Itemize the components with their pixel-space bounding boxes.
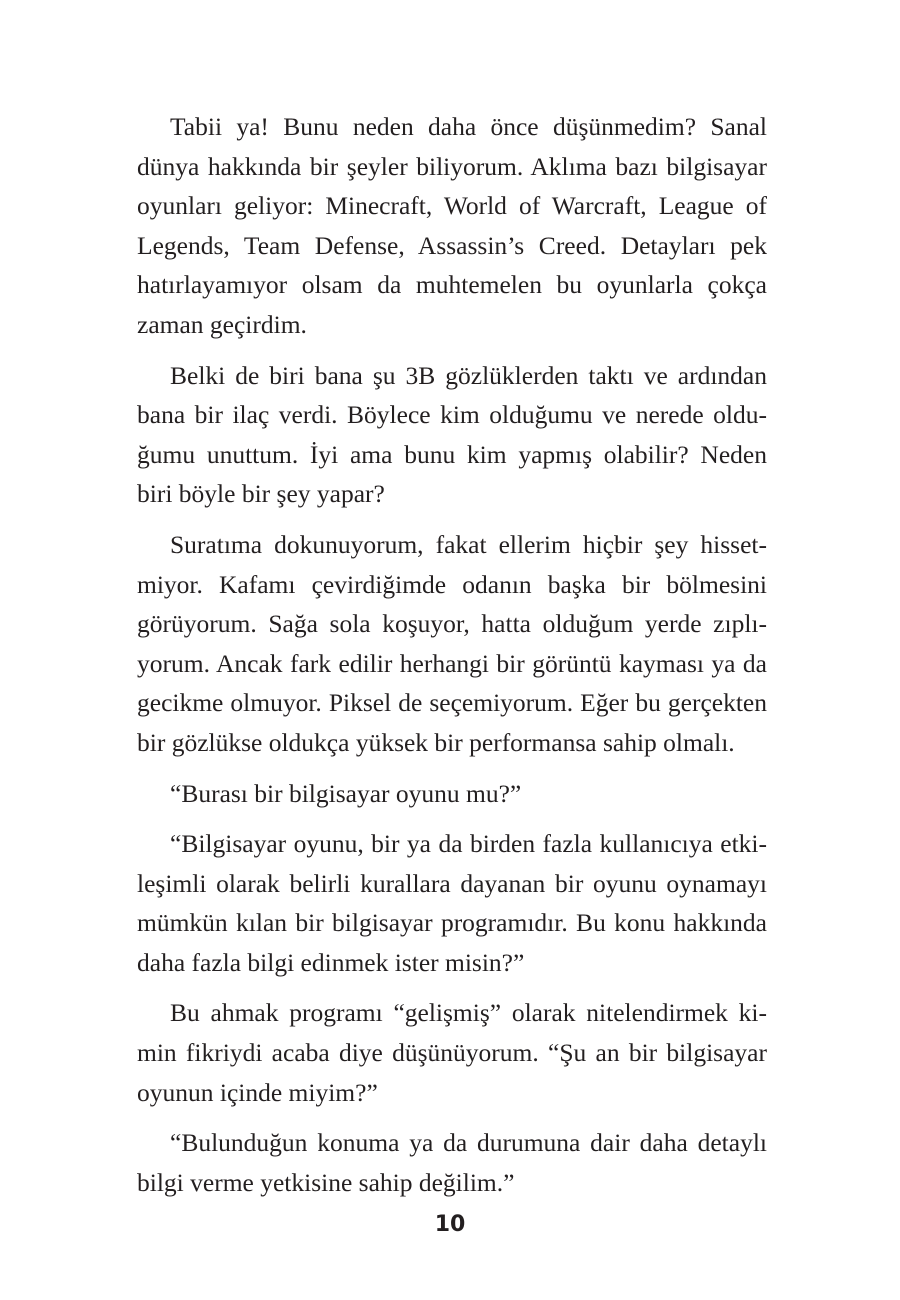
paragraph bbox=[137, 774, 767, 814]
text-line: min fikriydi acaba diye düşünüyorum. “Şu an bir bilgisayar bbox=[137, 1038, 767, 1068]
text-line: oyunun içinde miyim?” bbox=[137, 1077, 378, 1107]
text-line: leşimli olarak belirli kurallara dayanan bir oyunu oynamayı bbox=[137, 868, 767, 898]
text-line: “Bilgisayar oyunu, bir ya da birden fazla kullanıcıya etki- bbox=[170, 829, 767, 859]
body-text bbox=[137, 107, 767, 1213]
text-line: oyunları geliyor: Minecraft, World of Warcraft, League of bbox=[137, 191, 767, 221]
text-line: yorum. Ancak fark edilir herhangi bir görüntü kayması ya da bbox=[137, 648, 767, 678]
text-line: zaman geçirdim. bbox=[137, 309, 307, 339]
text-line: Tabii ya! Bunu neden daha önce düşünmedim? Sanal bbox=[170, 112, 767, 141]
text-line: biri böyle bir şey yapar? bbox=[137, 479, 385, 509]
text-line: ğumu unuttum. İyi ama bunu kim yapmış olabilir? Neden bbox=[137, 439, 767, 469]
text-line: miyor. Kafamı çevirdiğimde odanın başka bir bölmesini bbox=[137, 569, 767, 599]
text-line: bana bir ilaç verdi. Böylece kim olduğumu ve nerede oldu- bbox=[137, 400, 767, 430]
text-line: hatırlayamıyor olsam da muhtemelen bu oyunlarla çokça bbox=[137, 270, 767, 300]
text-line: görüyorum. Sağa sola koşuyor, hatta olduğum yerde zıplı- bbox=[137, 609, 767, 639]
paragraph bbox=[137, 525, 767, 763]
text-line: “Burası bir bilgisayar oyunu mu?” bbox=[170, 778, 522, 808]
text-line: dünya hakkında bir şeyler biliyorum. Aklıma bazı bilgisayar bbox=[137, 151, 767, 181]
text-line: “Bulunduğun konuma ya da durumuna dair daha detaylı bbox=[170, 1128, 767, 1158]
text-line: daha fazla bilgi edinmek ister misin?” bbox=[137, 947, 525, 977]
text-line: Bu ahmak programı “gelişmiş” olarak nitelendirmek ki- bbox=[170, 998, 767, 1028]
text-line: bilgi verme yetkisine sahip değilim.” bbox=[137, 1167, 515, 1197]
page-number: 10 bbox=[434, 1212, 466, 1237]
text-line: Legends, Team Defense, Assassin’s Creed. Detayları pek bbox=[137, 230, 767, 260]
text-line: mümkün kılan bir bilgisayar programıdır. Bu konu hakkında bbox=[137, 908, 767, 938]
paragraph bbox=[137, 993, 767, 1112]
text-line: gecikme olmuyor. Piksel de seçemiyorum. Eğer bu gerçekten bbox=[137, 688, 767, 718]
text-line: Belki de biri bana şu 3B gözlüklerden taktı ve ardından bbox=[170, 360, 767, 390]
paragraph bbox=[137, 1123, 767, 1202]
paragraph bbox=[137, 356, 767, 514]
paragraph bbox=[137, 824, 767, 982]
text-line: bir gözlükse oldukça yüksek bir performansa sahip olmalı. bbox=[137, 727, 735, 757]
paragraph bbox=[137, 107, 767, 345]
text-line: Suratıma dokunuyorum, fakat ellerim hiçbir şey hisset- bbox=[170, 529, 767, 559]
